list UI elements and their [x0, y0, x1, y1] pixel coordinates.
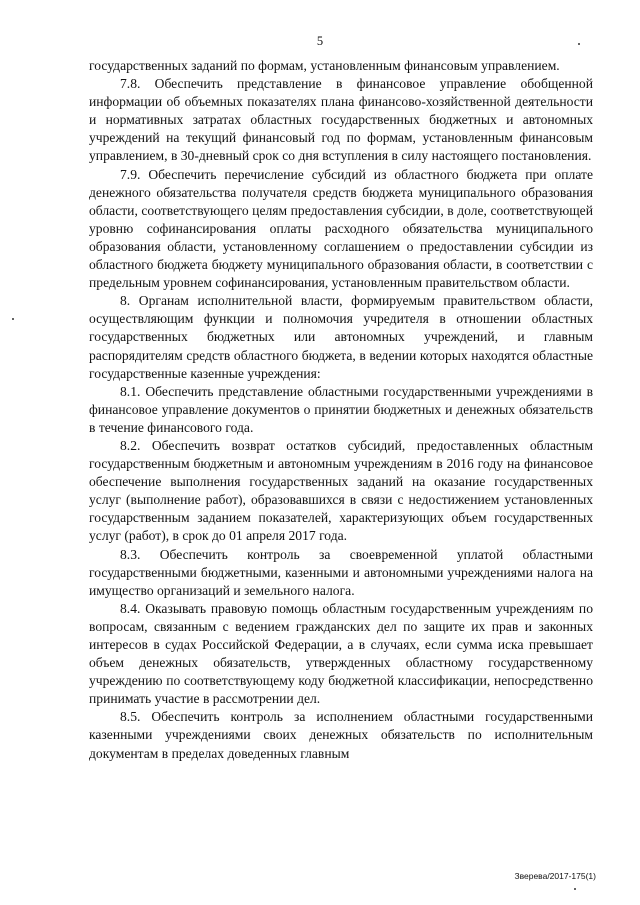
page-number: 5 — [316, 34, 324, 48]
document-body — [89, 57, 593, 763]
scan-speck — [574, 888, 576, 890]
paragraph-7-9: 7.9. Обеспечить перечисление субсидий из областного бюджета при оплате денежного обязательства получателя средств бюджета муниципального образования области, соответствующего целям предоставления субсидии, в доле, соответствующей уровню софинансирования оплаты расходного обязательства муниципального образования области, установленному соглашением о предоставлении субсидии из областного бюджета бюджету муниципального образования области, в соответствии с предельным уровнем софинансирования, установленным правительством области. — [89, 166, 593, 291]
paragraph-7-8: 7.8. Обеспечить представление в финансовое управление обобщенной информации об объемных показателях плана финансово-хозяйственной деятельности и нормативных затратах областных государственных бюджетных и автономных учреждений на текущий финансовый год по формам, установленным финансовым управлением, в 30-дневный срок со дня вступления в силу настоящего постановления. — [89, 76, 593, 164]
paragraph-8-2: 8.2. Обеспечить возврат остатков субсидий, предоставленных областным государственным бюджетным и автономным учреждениям в 2016 году на финансовое обеспечение выполнения государственных заданий на оказание государственных услуг (выполнение работ), образовавшихся в связи с недостижением установленных государственным заданием показателей, характеризующих объем государственных услуг (работ), в срок до 01 апреля 2017 года. — [89, 437, 593, 544]
paragraph-8-5: 8.5. Обеспечить контроль за исполнением областными государственными казенными учреждениями своих денежных обязательств по исполнительным документам в пределах доведенных главным — [89, 709, 593, 761]
paragraph-8: 8. Органам исполнительной власти, формируемым правительством области, осуществляющим функции и полномочия учредителя в отношении областных государственных бюджетных или автономных учреждений, и главным распорядителям средств областного бюджета, в ведении которых находятся областные государственные казенные учреждения: — [89, 293, 593, 381]
scan-speck — [12, 318, 14, 320]
paragraph-8-1: 8.1. Обеспечить представление областными государственными учреждениями в финансовое управление документов о принятии бюджетных и денежных обязательств в течение финансового года. — [89, 383, 593, 435]
scan-speck — [578, 43, 580, 45]
paragraph-8-4: 8.4. Оказывать правовую помощь областным государственным учреждениям по вопросам, связанным с ведением гражданских дел по защите их прав и законных интересов в судах Российской Федерации, а в случаях, если сумма иска превышает объем денежных обязательств, утвержденных областному государственному учреждению по соответствующему коду бюджетной классификации, непосредственно принимать участие в рассмотрении дел. — [89, 600, 593, 707]
footer-reference: Зверева/2017-175(1) — [514, 871, 596, 881]
paragraph-8-3: 8.3. Обеспечить контроль за своевременной уплатой областными государственными бюджетными, казенными и автономными учреждениями налога на имущество организаций и земельного налога. — [89, 546, 593, 598]
paragraph-continuation: государственных заданий по формам, установленным финансовым управлением. — [89, 58, 560, 73]
